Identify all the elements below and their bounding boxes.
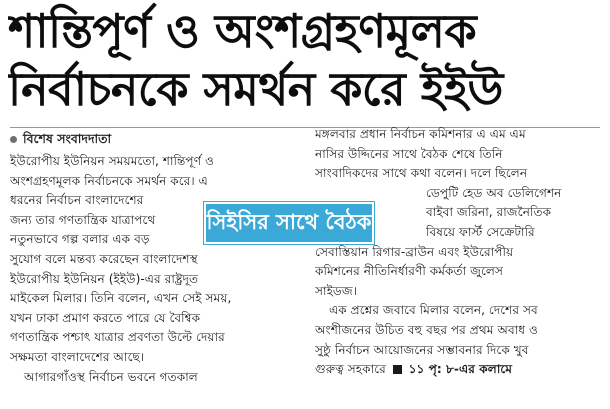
headline [8, 2, 602, 118]
body-line: ধরনের নির্বাচন বাংলাদেশের [10, 193, 144, 208]
body-line: বিষয়ে ফার্স্ট সেক্রেটারি [426, 224, 535, 239]
right-column [315, 125, 610, 380]
body-line: অংশীজনের উচিত বহু বছর পর প্রথম অবাধ ও [315, 322, 538, 337]
body-line: যখন ঢাকা প্রমাণ করতে পারে যে বৈশ্বিক [10, 310, 201, 325]
body-line: ডেপুটি হেড অব ডেলিগেশন [426, 185, 562, 200]
body-line: নাসির উদ্দিনের সাথে বৈঠক শেষে তিনি [315, 146, 503, 161]
body-line: মঙ্গলবার প্রধান নির্বাচন কমিশনার এ এম এম [315, 127, 526, 141]
last-line-text: গুরুত্ব সহকারে [315, 362, 386, 377]
body-line: এক প্রশ্নের জবাবে মিলার বলেন, দেশের সব [329, 303, 538, 318]
callout-text: সিইসির সাথে বৈঠক [206, 209, 372, 234]
body-line: বাইবা জরিনা, রাজনৈতিক [426, 205, 552, 220]
body-line: নতুনভাবে গল্প বলার এক বড় [10, 232, 150, 247]
body-line: জন্য তার গণতান্ত্রিক যাত্রাপথে [10, 212, 156, 227]
body-line: সুযোগ বলে মন্তব্য করেছেন বাংলাদেশস্থ [10, 251, 198, 266]
body-line: মাইকেল মিলার। তিনি বলেন, এখন সেই সময়, [10, 291, 232, 306]
byline-text: বিশেষ সংবাদদাতা [23, 131, 112, 146]
body-line: ইউরোপীয় ইউনিয়ন (ইইউ)-এর রাষ্ট্রদূত [10, 271, 199, 286]
bullet-icon [10, 136, 17, 143]
byline [10, 131, 111, 151]
body-line: গণতান্ত্রিক পশ্চাৎ যাত্রার প্রবণতা উল্টে দেয়ার [10, 330, 225, 345]
body-line: সুষ্ঠু নির্বাচন আয়োজনের সম্ভাবনার দিকে খুব [315, 342, 529, 357]
body-line: ইউরোপীয় ইউনিয়ন সময়মতো, শান্তিপূর্ণ ও [10, 154, 214, 168]
body-line: সেবাস্তিয়ান রিগার-ব্রাউন এবং ইউরোপীয় [315, 244, 514, 259]
headline-line-1: শান্তিপূর্ণ ও অংশগ্রহণমূলক [8, 4, 477, 58]
jump-reference: ১১ পৃ: ৮-এর কলামে [408, 362, 513, 377]
body-line: সাংবাদিকদের সাথে কথা বলেন। দলে ছিলেন [315, 166, 528, 181]
callout-box [204, 202, 374, 244]
body-line: কমিশনের নীতিনির্ধারণী কর্মকর্তা জুলেস [315, 264, 503, 279]
left-column [10, 152, 305, 387]
body-line-last [315, 360, 610, 380]
body-line: সাইডজ। [315, 283, 358, 298]
headline-line-2: নির্বাচনকে সমর্থন করে ইইউ [8, 62, 503, 116]
body-line: আগারগাঁওস্থ নির্বাচন ভবনে গতকাল [24, 369, 198, 384]
body-line: অংশগ্রহণমূলক নির্বাচনকে সমর্থন করে। এ [10, 173, 208, 188]
body-line: সক্ষমতা বাংলাদেশের আছে। [10, 349, 145, 364]
square-bullet-icon [393, 365, 402, 374]
